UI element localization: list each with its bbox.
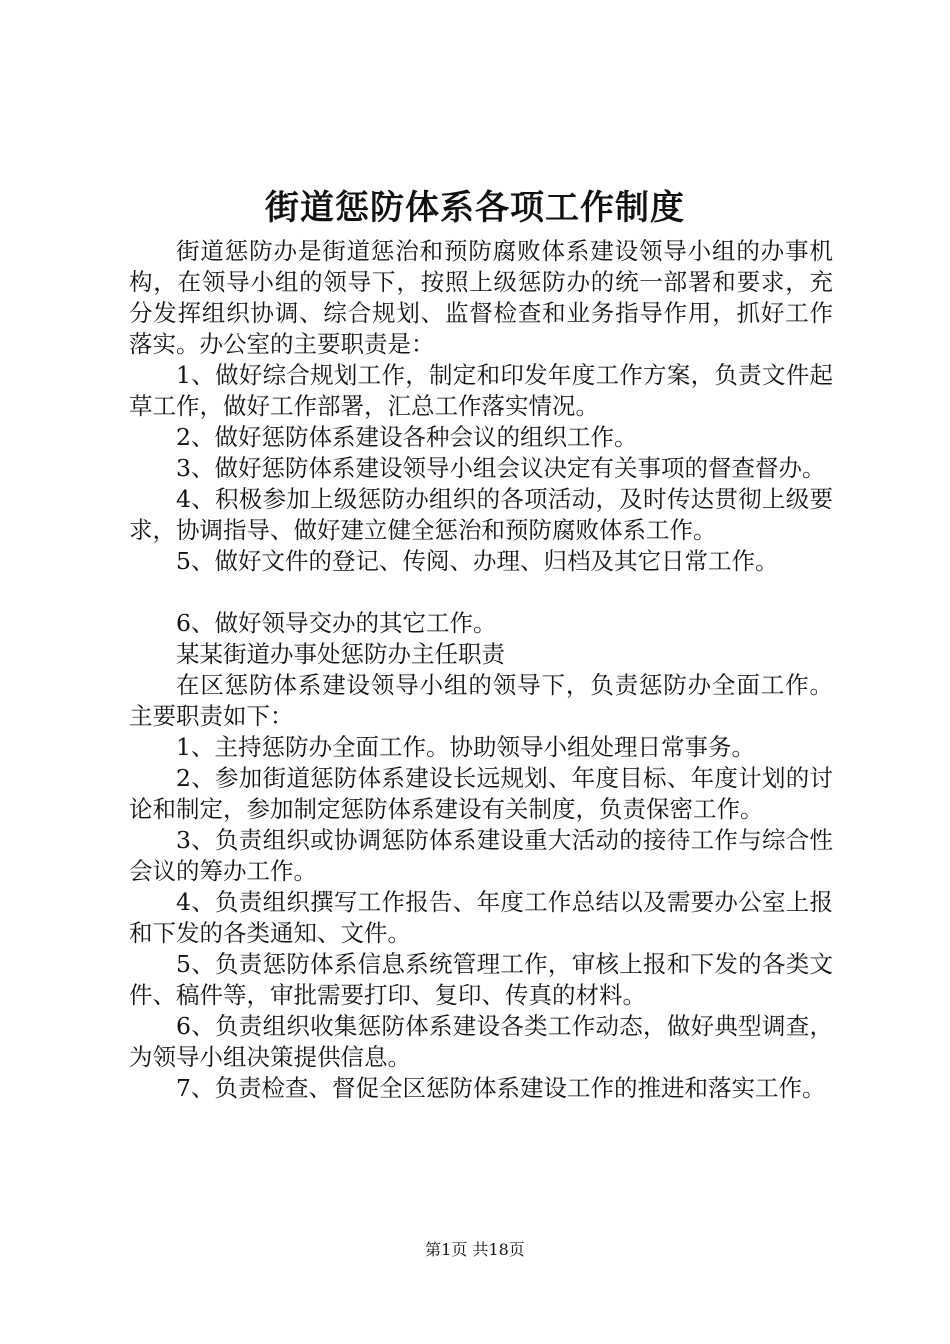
paragraph-intro: 街道惩防办是街道惩治和预防腐败体系建设领导小组的办事机构，在领导小组的领导下，按照上级惩防办的统一部署和要求，充分发挥组织协调、综合规划、监督检查和业务指导作用，抓好工作落实。办公室的主要职责是： (129, 237, 833, 358)
page-footer: 第1页 共18页 (425, 1240, 525, 1259)
paragraph-director-duty-2: 2、参加街道惩防体系建设长远规划、年度目标、年度计划的讨论和制定，参加制定惩防体系建设有关制度，负责保密工作。 (129, 764, 833, 823)
paragraph-director-duty-4: 4、负责组织撰写工作报告、年度工作总结以及需要办公室上报和下发的各类通知、文件。 (129, 888, 833, 947)
document-title: 街道惩防体系各项工作制度 (265, 188, 685, 228)
document-body (129, 236, 833, 1104)
blank-line (129, 577, 833, 608)
paragraph-duty-4: 4、积极参加上级惩防办组织的各项活动，及时传达贯彻上级要求，协调指导、做好建立健全惩治和预防腐败体系工作。 (129, 485, 833, 544)
paragraph-director-duty-5: 5、负责惩防体系信息系统管理工作，审核上报和下发的各类文件、稿件等，审批需要打印、复印、传真的材料。 (129, 950, 833, 1009)
paragraph-director-duty-6: 6、负责组织收集惩防体系建设各类工作动态，做好典型调查，为领导小组决策提供信息。 (129, 1012, 833, 1071)
paragraph-duty-6: 6、做好领导交办的其它工作。 (176, 609, 497, 637)
paragraph-director-duty-1: 1、主持惩防办全面工作。协助领导小组处理日常事务。 (176, 733, 755, 761)
paragraph-duty-1: 1、做好综合规划工作，制定和印发年度工作方案，负责文件起草工作，做好工作部署，汇总工作落实情况。 (129, 361, 833, 420)
paragraph-duty-5: 5、做好文件的登记、传阅、办理、归档及其它日常工作。 (176, 547, 779, 575)
paragraph-director-duty-3: 3、负责组织或协调惩防体系建设重大活动的接待工作与综合性会议的筹办工作。 (129, 826, 833, 885)
section-heading-director: 某某街道办事处惩防办主任职责 (176, 640, 505, 668)
paragraph-duty-3: 3、做好惩防体系建设领导小组会议决定有关事项的督查督办。 (176, 454, 826, 482)
paragraph-director-duty-7: 7、负责检查、督促全区惩防体系建设工作的推进和落实工作。 (176, 1074, 826, 1102)
paragraph-duty-2: 2、做好惩防体系建设各种会议的组织工作。 (176, 423, 638, 451)
paragraph-director-intro: 在区惩防体系建设领导小组的领导下，负责惩防办全面工作。主要职责如下： (129, 671, 833, 730)
